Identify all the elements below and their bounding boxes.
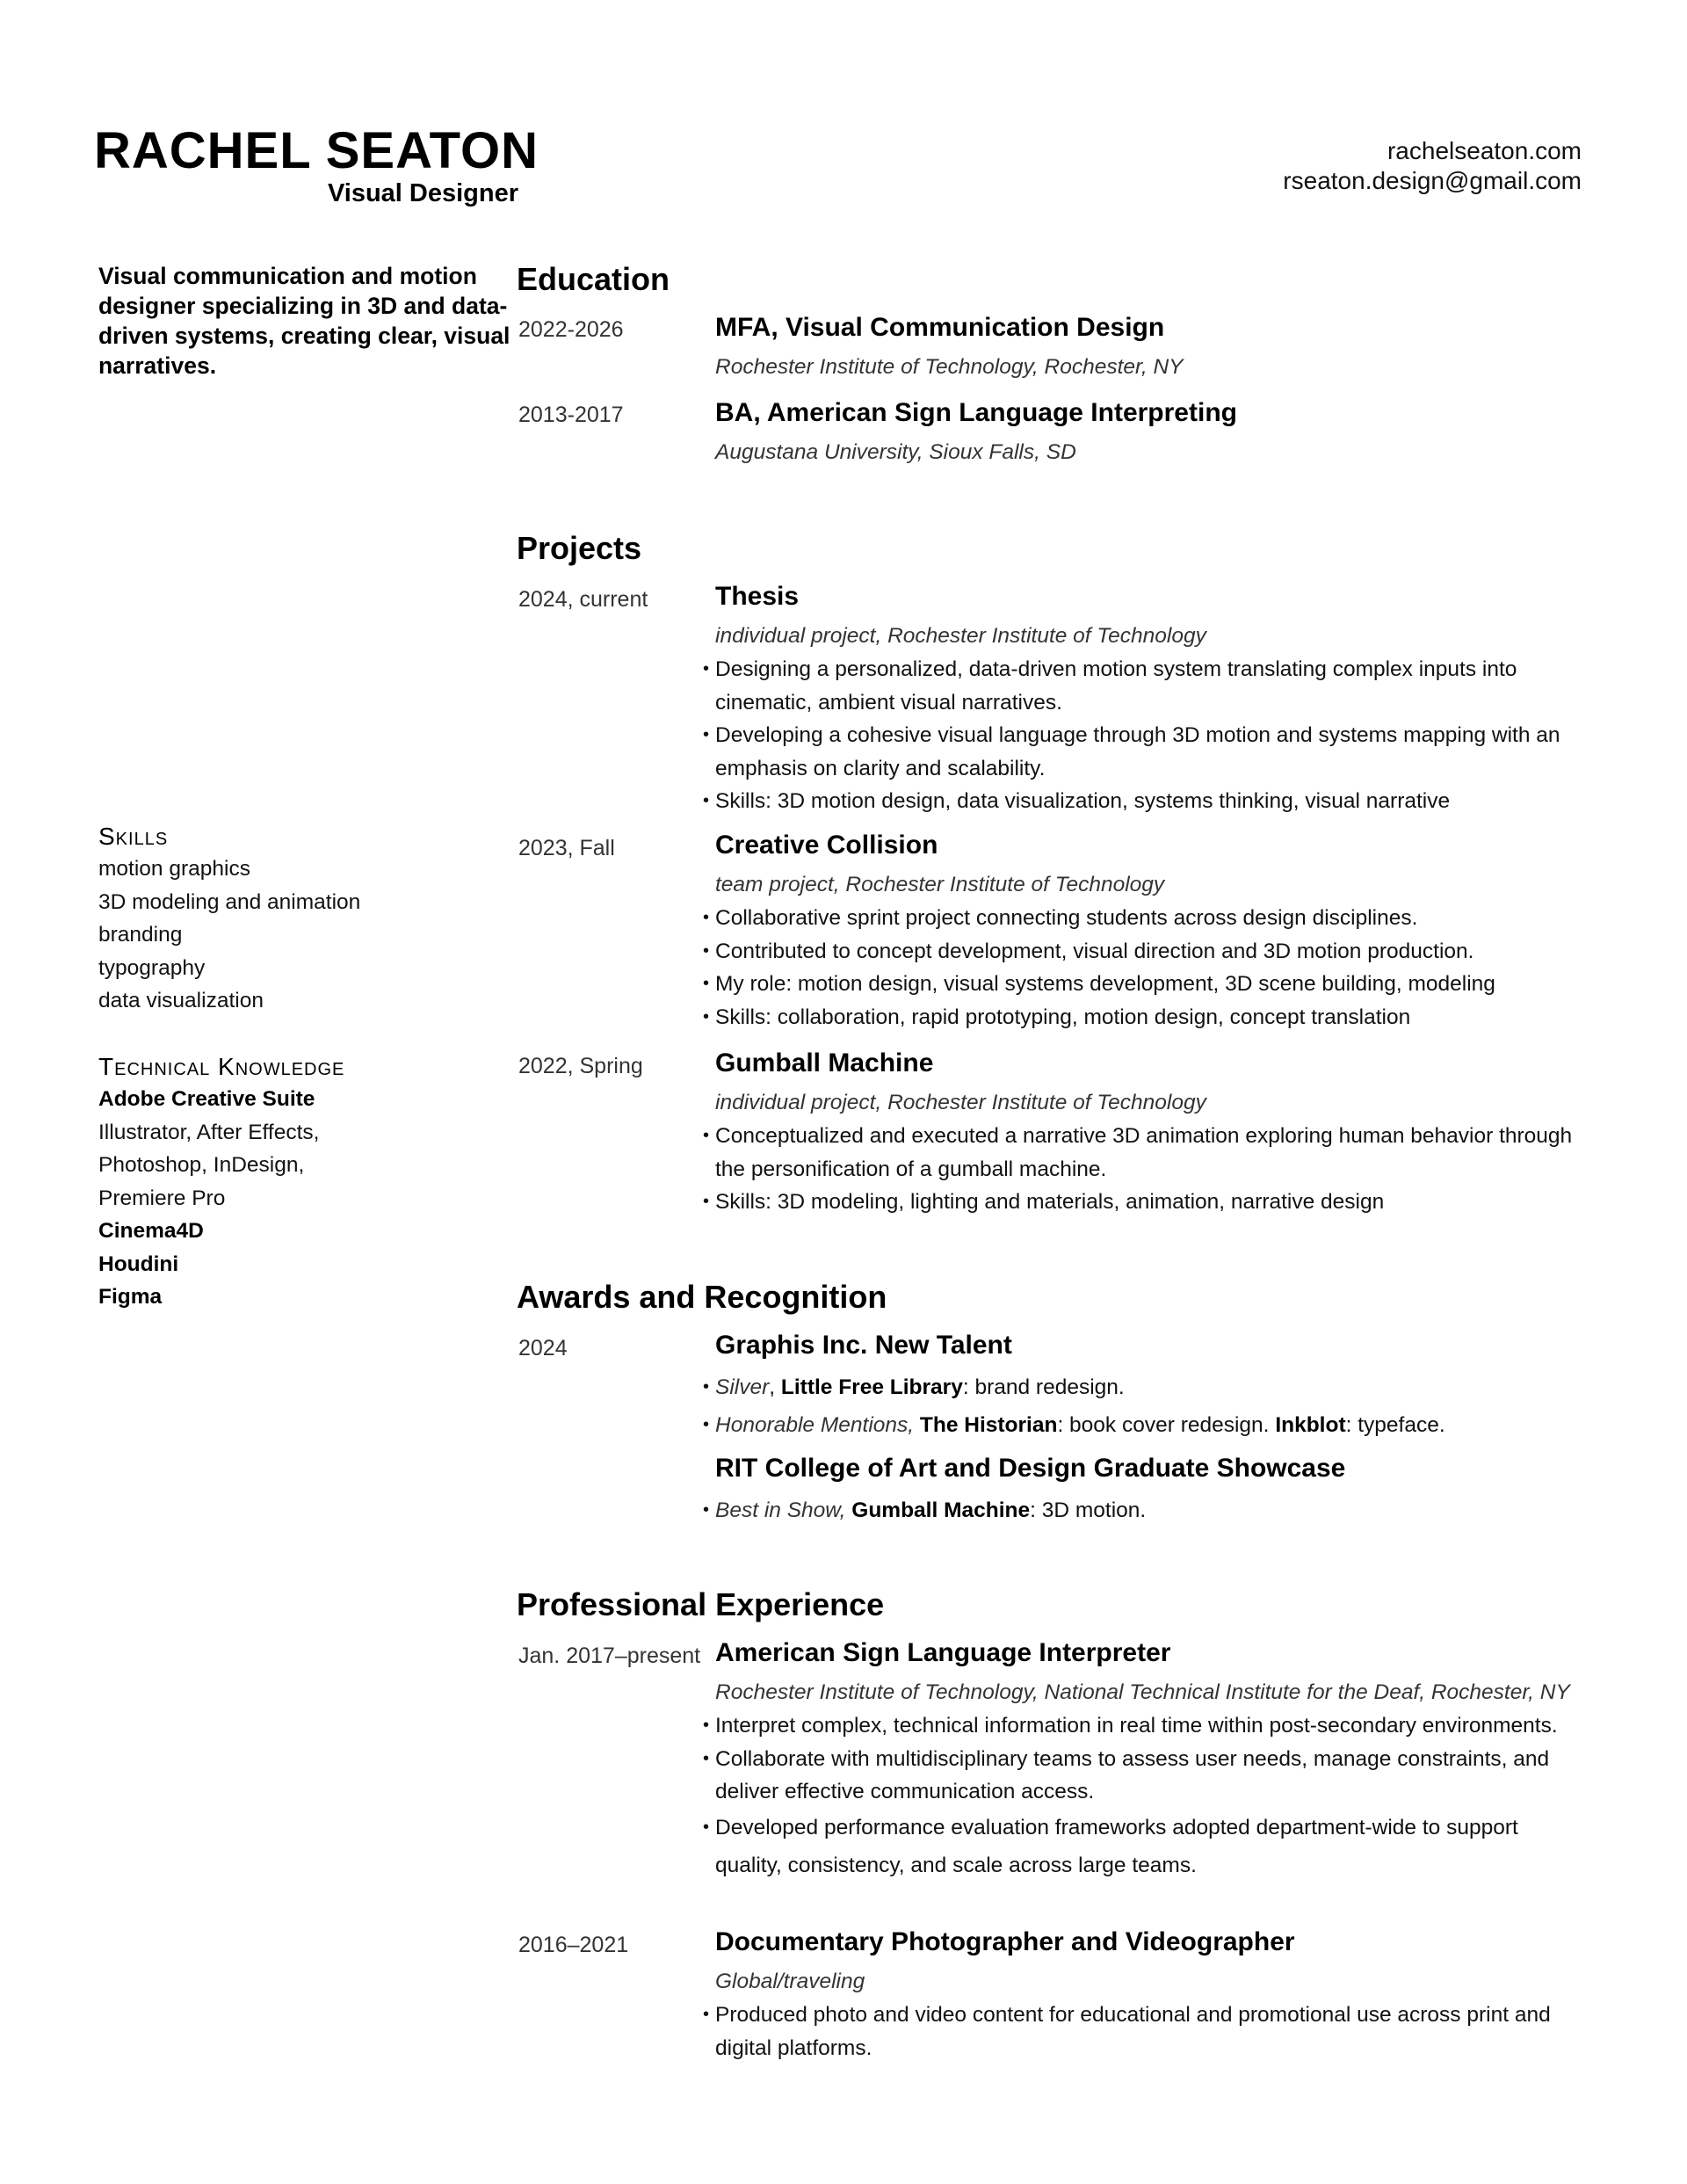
entry-date: 2024 — [518, 1336, 568, 1360]
entry-institution: Augustana University, Sioux Falls, SD — [715, 440, 1076, 464]
bullet-item: • Silver, Little Free Library: brand redesign. — [703, 1368, 1590, 1406]
bullet-item: • My role: motion design, visual systems development, 3D scene building, modeling — [703, 968, 1590, 1001]
award-work: Gumball Machine — [851, 1498, 1031, 1522]
entry-title: Gumball Machine — [715, 1048, 934, 1077]
award-title: Graphis Inc. New Talent — [715, 1331, 1012, 1360]
skill-item: typography — [98, 955, 206, 980]
award-description: : typeface. — [1345, 1413, 1445, 1437]
entry-date: 2013-2017 — [518, 403, 624, 427]
bullet-item: • Interpret complex, technical information in real time within post-secondary environments. — [703, 1709, 1590, 1743]
tech-item: Houdini — [98, 1252, 179, 1276]
entry-date: 2016–2021 — [518, 1933, 629, 1957]
bullet-list — [703, 1120, 1590, 1219]
bullet-list — [703, 653, 1590, 818]
award-description: : 3D motion. — [1030, 1498, 1147, 1522]
technical-heading: Technical Knowledge — [98, 1053, 345, 1080]
resume-job-title: Visual Designer — [327, 179, 518, 207]
bullet-list — [703, 1999, 1590, 2064]
contact-block — [1142, 136, 1582, 196]
entry-title: Thesis — [715, 582, 800, 611]
entry-title: Documentary Photographer and Videographer — [715, 1927, 1295, 1956]
bullet-item: • Developing a cohesive visual language through 3D motion and systems mapping with an emphasis on clarity and scalability. — [703, 719, 1590, 785]
bullet-item: • Designing a personalized, data-driven motion system translating complex inputs into cinematic, ambient visual narratives. — [703, 653, 1590, 719]
entry-date: 2024, current — [518, 587, 648, 612]
tech-item: Adobe Creative Suite — [98, 1087, 315, 1111]
technical-knowledge-section — [98, 1051, 503, 1314]
email-link[interactable]: rseaton.design@gmail.com — [1283, 167, 1582, 194]
award-work: The Historian — [919, 1413, 1058, 1437]
bullet-item — [703, 1491, 1590, 1529]
entry-subtitle: individual project, Rochester Institute of Technology — [715, 1091, 1206, 1114]
tech-item: Illustrator, After Effects, — [98, 1120, 320, 1144]
award-level: Honorable Mentions, — [715, 1413, 915, 1437]
bullet-item — [703, 1406, 1590, 1444]
bullet-list — [703, 1368, 1590, 1444]
bullet-item: • Developed performance evaluation frameworks adopted department-wide to support quality, consistency, and scale across large teams. — [703, 1809, 1590, 1884]
entry-date: 2023, Fall — [518, 836, 615, 860]
entry-subtitle: Rochester Institute of Technology, National Technical Institute for the Deaf, Rochester, NY — [715, 1680, 1570, 1704]
resume-name: RACHEL SEATON — [94, 122, 539, 179]
entry-title: Creative Collision — [715, 831, 938, 860]
entry-title: BA, American Sign Language Interpreting — [715, 398, 1237, 427]
entry-title: American Sign Language Interpreter — [715, 1638, 1171, 1667]
award-work: Little Free Library — [780, 1375, 963, 1399]
bullet-item: • Collaborate with multidisciplinary teams to assess user needs, manage constraints, and deliver effective communication access. — [703, 1743, 1590, 1809]
entry-date: Jan. 2017–present — [518, 1643, 701, 1668]
entry-date: 2022-2026 — [518, 317, 624, 342]
bullet-list — [703, 1491, 1590, 1529]
skill-item: branding — [98, 923, 183, 947]
skill-item: motion graphics — [98, 857, 250, 881]
profile-summary: Visual communication and motion designer specializing in 3D and data-driven systems, creating clear, visual narratives. — [98, 263, 510, 379]
award-description: : book cover redesign. — [1057, 1413, 1270, 1437]
tech-item: Premiere Pro — [98, 1186, 226, 1210]
entry-title: MFA, Visual Communication Design — [715, 313, 1165, 342]
entry-date: 2022, Spring — [518, 1054, 643, 1078]
tech-item: Photoshop, InDesign, — [98, 1153, 305, 1177]
bullet-item: • Conceptualized and executed a narrative 3D animation exploring human behavior through the personification of a gumball machine. — [703, 1120, 1590, 1186]
bullet-item: • Skills: collaboration, rapid prototyping, motion design, concept translation — [703, 1001, 1590, 1034]
bullet-item: • Skills: 3D motion design, data visualization, systems thinking, visual narrative — [703, 785, 1590, 818]
award-description: : brand redesign. — [962, 1375, 1125, 1399]
tech-item: Cinema4D — [98, 1219, 204, 1243]
projects-heading: Projects — [517, 530, 642, 566]
skill-item: data visualization — [98, 989, 264, 1012]
award-work: Inkblot — [1275, 1413, 1346, 1437]
award-level: Silver — [715, 1375, 770, 1399]
website-link[interactable]: rachelseaton.com — [1387, 137, 1582, 164]
award-level: Best in Show, — [715, 1498, 846, 1522]
bullet-item: • Collaborative sprint project connecting students across design disciplines. — [703, 902, 1590, 935]
bullet-list — [703, 1709, 1590, 1884]
tech-item: Figma — [98, 1285, 163, 1309]
bullet-item: • Contributed to concept development, visual direction and 3D motion production. — [703, 935, 1590, 969]
skills-section — [98, 821, 503, 1018]
entry-subtitle: team project, Rochester Institute of Technology — [715, 873, 1165, 896]
entry-institution: Rochester Institute of Technology, Rochester, NY — [715, 355, 1184, 379]
awards-heading: Awards and Recognition — [517, 1279, 887, 1315]
bullet-list — [703, 902, 1590, 1034]
bullet-item: • Produced photo and video content for educational and promotional use across print and digital platforms. — [703, 1999, 1590, 2064]
skill-item: 3D modeling and animation — [98, 889, 361, 914]
entry-subtitle: individual project, Rochester Institute of Technology — [715, 624, 1206, 648]
education-heading: Education — [517, 261, 670, 297]
experience-heading: Professional Experience — [517, 1586, 885, 1622]
bullet-item: • Skills: 3D modeling, lighting and materials, animation, narrative design — [703, 1186, 1590, 1219]
award-title: RIT College of Art and Design Graduate Showcase — [715, 1454, 1346, 1483]
entry-subtitle: Global/traveling — [715, 1970, 865, 1993]
skills-heading: Skills — [98, 823, 169, 850]
